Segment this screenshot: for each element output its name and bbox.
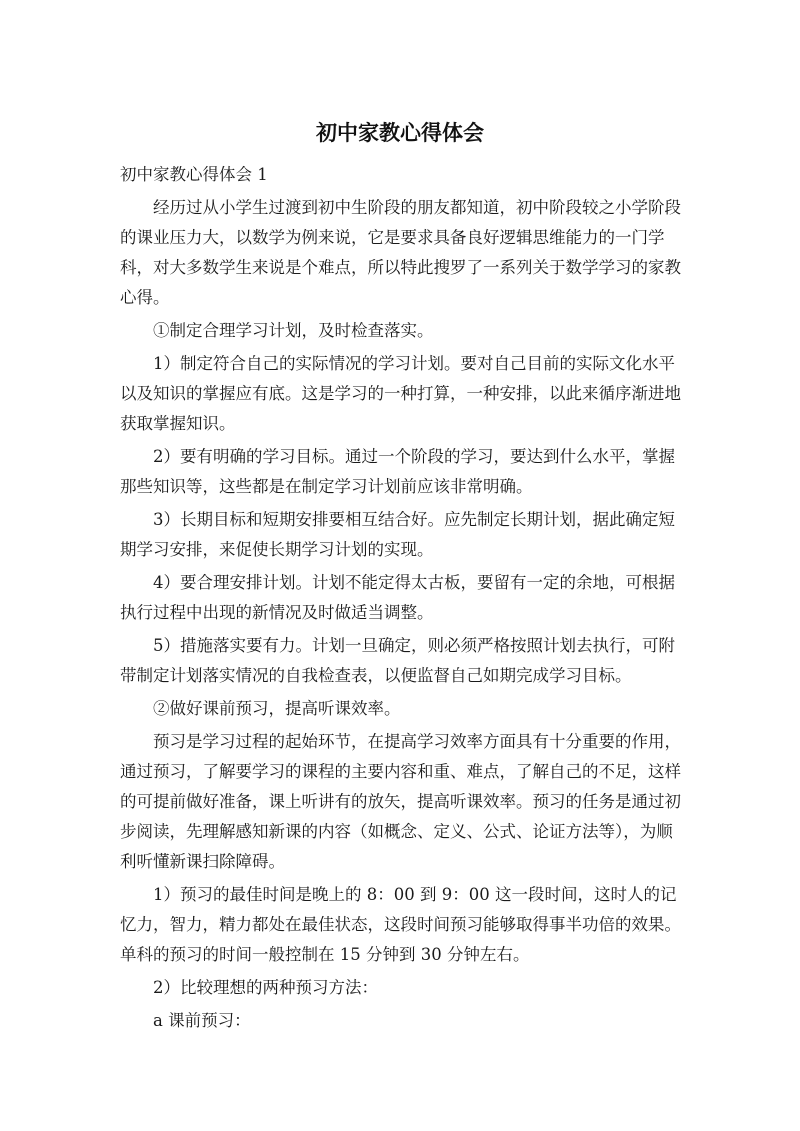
paragraph-intro: 经历过从小学生过渡到初中生阶段的朋友都知道，初中阶段较之小学阶段的课业压力大，以数学为例来说，它是要求具备良好逻辑思维能力的一门学科，对大多数学生来说是个难点，所以特此搜罗了一系列关于数学学习的家教心得。	[120, 198, 681, 307]
paragraph-preview-item-1: 1）预习的最佳时间是晚上的 8：00 到 9：00 这一段时间，这时人的记忆力，智力，精力都处在最佳状态，这段时间预习能够取得事半功倍的效果。单科的预习的时间一般控制在 15 分钟到 30 分钟左右。	[120, 885, 681, 964]
paragraph-plan-item-5: 5）措施落实要有力。计划一旦确定，则必须严格按照计划去执行，可附带制定计划落实情况的自我检查表，以便监督自己如期完成学习目标。	[120, 636, 675, 685]
paragraph-preview-item-2: 2）比较理想的两种预习方法：	[153, 978, 378, 997]
paragraph-heading-plan: ①制定合理学习计划，及时检查落实。	[153, 321, 434, 340]
paragraph-plan-item-4: 4）要合理安排计划。计划不能定得太古板，要留有一定的余地，可根据执行过程中出现的新情况及时做适当调整。	[120, 573, 675, 622]
document-title: 初中家教心得体会	[316, 121, 484, 145]
paragraph-plan-item-2: 2）要有明确的学习目标。通过一个阶段的学习，要达到什么水平，掌握那些知识等，这些都是在制定学习计划前应该非常明确。	[120, 447, 675, 496]
document-body	[120, 160, 686, 1039]
paragraph-heading-preview: ②做好课前预习，提高听课效率。	[153, 699, 401, 718]
section-subtitle: 初中家教心得体会 1	[120, 165, 268, 184]
paragraph-plan-item-3: 3）长期目标和短期安排要相互结合好。应先制定长期计划，据此确定短期学习安排，来促使长期学习计划的实现。	[120, 510, 675, 559]
paragraph-plan-item-1: 1）制定符合自己的实际情况的学习计划。要对自己目前的实际文化水平以及知识的掌握应有底。这是学习的一种打算，一种安排，以此来循序渐进地获取掌握知识。	[120, 354, 681, 433]
paragraph-preview-method-a: a 课前预习：	[153, 1011, 251, 1030]
paragraph-preview-intro: 预习是学习过程的起始环节，在提高学习效率方面具有十分重要的作用，通过预习，了解要学习的课程的主要内容和重、难点，了解自己的不足，这样的可提前做好准备，课上听讲有的放矢，提高听课效率。预习的任务是通过初步阅读，先理解感知新课的内容（如概念、定义、公式、论证方法等），为顺利听懂新课扫除障碍。	[120, 732, 681, 871]
